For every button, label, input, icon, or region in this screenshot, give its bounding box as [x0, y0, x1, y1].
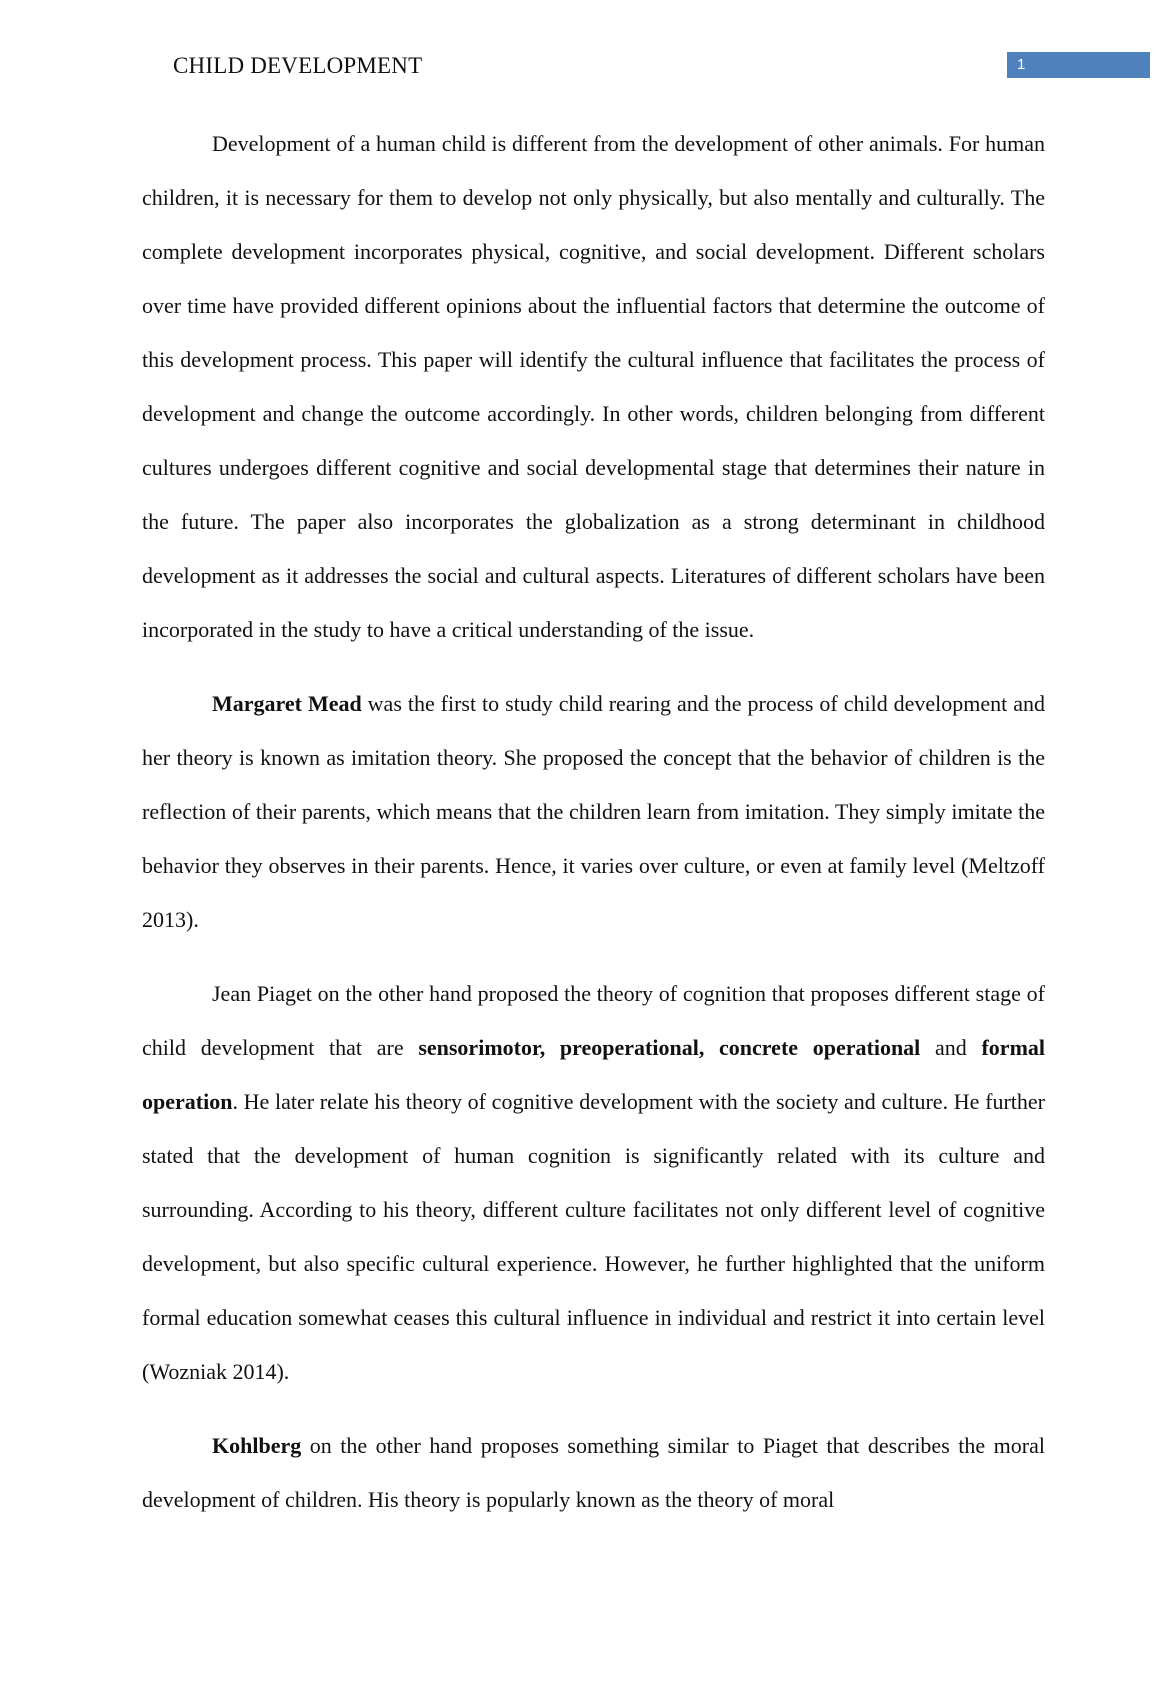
bold-name-margaret-mead: Margaret Mead	[212, 691, 362, 716]
paragraph-text: on the other hand proposes something similar to Piaget that describes the moral development of children. His theory is popularly known as the theory of moral	[142, 1433, 1045, 1512]
body-text	[142, 117, 1045, 1547]
page-number: 1	[1007, 52, 1150, 78]
bold-formal-operation: formal operation	[142, 1035, 1046, 1114]
paragraph-jean-piaget	[142, 967, 1045, 1399]
paragraph-text: was the first to study child rearing and the process of child development and her theory is known as imitation theory. She proposed the concept that the behavior of children is the reflection of their parents, which means that the children learn from imitation. They simply imitate the behavior they observes in their parents. Hence, it varies over culture, or even at family level (Meltzoff 2013).	[142, 691, 1045, 932]
paragraph-text: Development of a human child is different from the development of other animals. For human children, it is necessary for them to develop not only physically, but also mentally and culturally. The complete development incorporates physical, cognitive, and social development. Different scholars over time have provided different opinions about the influential factors that determine the outcome of this development process. This paper will identify the cultural influence that facilitates the process of development and change the outcome accordingly. In other words, children belonging from different cultures undergoes different cognitive and social developmental stage that determines their nature in the future. The paper also incorporates the globalization as a strong determinant in childhood development as it addresses the social and cultural aspects. Literatures of different scholars have been incorporated in the study to have a critical understanding of the issue.	[142, 131, 1045, 642]
paragraph-text: . He later relate his theory of cognitive development with the society and culture. He further stated that the development of human cognition is significantly related with its culture and surrounding. According to his theory, different culture facilitates not only different level of cognitive development, but also specific cultural experience. However, he further highlighted that the uniform formal education somewhat ceases this cultural influence in individual and restrict it into certain level (Wozniak 2014).	[142, 1089, 1045, 1384]
bold-name-kohlberg: Kohlberg	[212, 1433, 302, 1458]
bold-stages: sensorimotor, preoperational, concrete operational	[418, 1035, 921, 1060]
paragraph-text: and	[920, 1035, 982, 1060]
running-head: CHILD DEVELOPMENT	[173, 53, 423, 78]
paragraph-kohlberg	[142, 1419, 1045, 1527]
paragraph-margaret-mead	[142, 677, 1045, 947]
paragraph-text: Jean Piaget on the other hand proposed the theory of cognition that proposes different stage of child development that are	[142, 981, 1045, 1060]
paragraph-introduction	[142, 117, 1045, 657]
